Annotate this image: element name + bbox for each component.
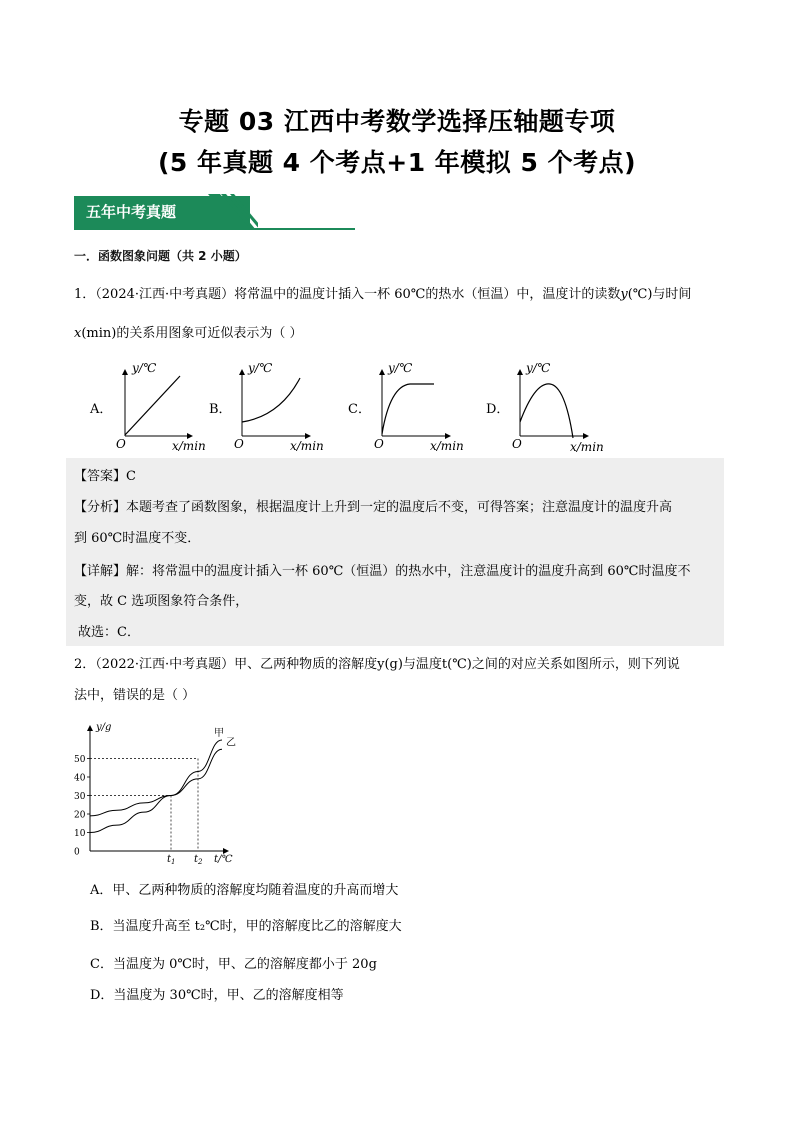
q1-option-graphs (80, 356, 720, 456)
y-tick-label: 40 (74, 773, 86, 784)
q1-stem-line2 (74, 323, 303, 345)
option-c-origin: O (374, 437, 384, 451)
option-c-label: C． (348, 402, 371, 417)
q1-detail-line1 (74, 561, 690, 583)
option-c-ylabel: y/℃ (388, 361, 413, 375)
q1-var-x: x (74, 326, 82, 341)
y-axis-label: y/g (96, 722, 112, 733)
option-d-label: D． (486, 402, 510, 417)
section-banner: 五年中考真题 (74, 196, 250, 229)
y-tick-label: 10 (74, 829, 86, 839)
q2-option-c: C．当温度为 0℃时，甲、乙的溶解度都小于 20g (90, 957, 377, 972)
series-label: 甲 (214, 728, 224, 739)
option-a-ylabel: y/℃ (132, 361, 157, 375)
option-b-origin: O (234, 437, 244, 451)
x-tick-label: $t_2$ (194, 854, 203, 866)
series-label: 乙 (226, 737, 236, 749)
q2-stem-line2: 法中，错误的是（ ） (74, 688, 196, 703)
y-tick-label: 50 (74, 755, 86, 765)
q2-option-a: A．甲、乙两种物质的溶解度均随着温度的升高而增大 (90, 883, 399, 898)
q2-stem-line1: 2．（2022·江西·中考真题）甲、乙两种物质的溶解度y(g)与温度t(℃)之间的对应关系如图所示，则下列说 (74, 657, 680, 672)
option-d-xlabel: x/min (570, 440, 604, 454)
q1-analysis-line2: 到 60℃时温度不变． (74, 531, 201, 546)
q1-analysis-line1 (74, 497, 672, 519)
page-title: 专题 03 江西中考数学选择压轴题专项 (178, 107, 616, 136)
y-tick-label: 0 (74, 847, 80, 858)
answer-value: C (126, 469, 136, 484)
q1-answer-panel (66, 458, 724, 646)
q1-var-y: y (620, 287, 628, 302)
q1-stem-line1 (74, 284, 691, 306)
y-tick-label: 30 (74, 792, 86, 802)
detail-text-1: 解：将常温中的温度计插入一杯 60℃（恒温）的热水中，注意温度计的温度升高到 60℃时温度不 (126, 564, 691, 579)
option-b-curve (242, 378, 300, 422)
option-a-origin: O (116, 437, 126, 451)
x-axis-label: t/℃ (214, 854, 233, 865)
analysis-label: 【分析】 (74, 500, 127, 515)
option-d-curve (520, 384, 573, 438)
q1-detail-line2: 变，故 C 选项图象符合条件， (74, 594, 249, 609)
option-b-xlabel: x/min (290, 439, 324, 453)
option-d-origin: O (512, 437, 522, 451)
q1-option-b (209, 361, 324, 453)
option-c-curve (382, 384, 434, 434)
x-tick-label: $t_1$ (167, 854, 176, 866)
banner-underline (74, 228, 355, 230)
option-a-label: A． (90, 402, 113, 417)
q1-text-end: 与时间 (652, 287, 692, 302)
detail-label: 【详解】 (74, 564, 127, 579)
option-a-curve (125, 376, 180, 435)
option-b-ylabel: y/℃ (248, 361, 273, 375)
q2-option-d: D．当温度为 30℃时，甲、乙的溶解度相等 (90, 988, 344, 1003)
page-subtitle: (5 年真题 4 个考点+1 年模拟 5 个考点) (157, 148, 637, 177)
option-c-xlabel: x/min (430, 439, 464, 453)
q1-option-a (89, 361, 206, 453)
option-a-xlabel: x/min (172, 439, 206, 453)
y-tick-label: 20 (74, 810, 86, 821)
section-heading: 一．函数图象问题（共 2 小题） (74, 249, 247, 263)
q1-unit-x: (min) (81, 326, 117, 341)
q1-text-2: 的关系用图象可近似表示为（ ） (116, 326, 303, 341)
q1-detail-line3: 故选：C． (78, 625, 140, 640)
q1-text: 1．（2024·江西·中考真题）将常温中的温度计插入一杯 60℃的热水（恒温）中，温度计的读数 (74, 287, 621, 302)
series-line-jia (90, 740, 222, 833)
q1-option-c (348, 361, 464, 453)
q1-unit-y: (℃) (627, 287, 653, 302)
option-b-label: B． (209, 402, 232, 417)
banner-stripes-decoration (208, 194, 258, 230)
q2-solubility-chart (70, 718, 240, 868)
answer-label: 【答案】 (74, 469, 127, 484)
q2-option-b: B．当温度升高至 t₂℃时，甲的溶解度比乙的溶解度大 (90, 919, 402, 934)
option-d-ylabel: y/℃ (526, 361, 551, 375)
q1-option-d (486, 361, 604, 454)
analysis-text-1: 本题考查了函数图象，根据温度计上升到一定的温度后不变，可得答案；注意温度计的温度升高 (126, 500, 673, 515)
q1-answer (74, 466, 136, 488)
